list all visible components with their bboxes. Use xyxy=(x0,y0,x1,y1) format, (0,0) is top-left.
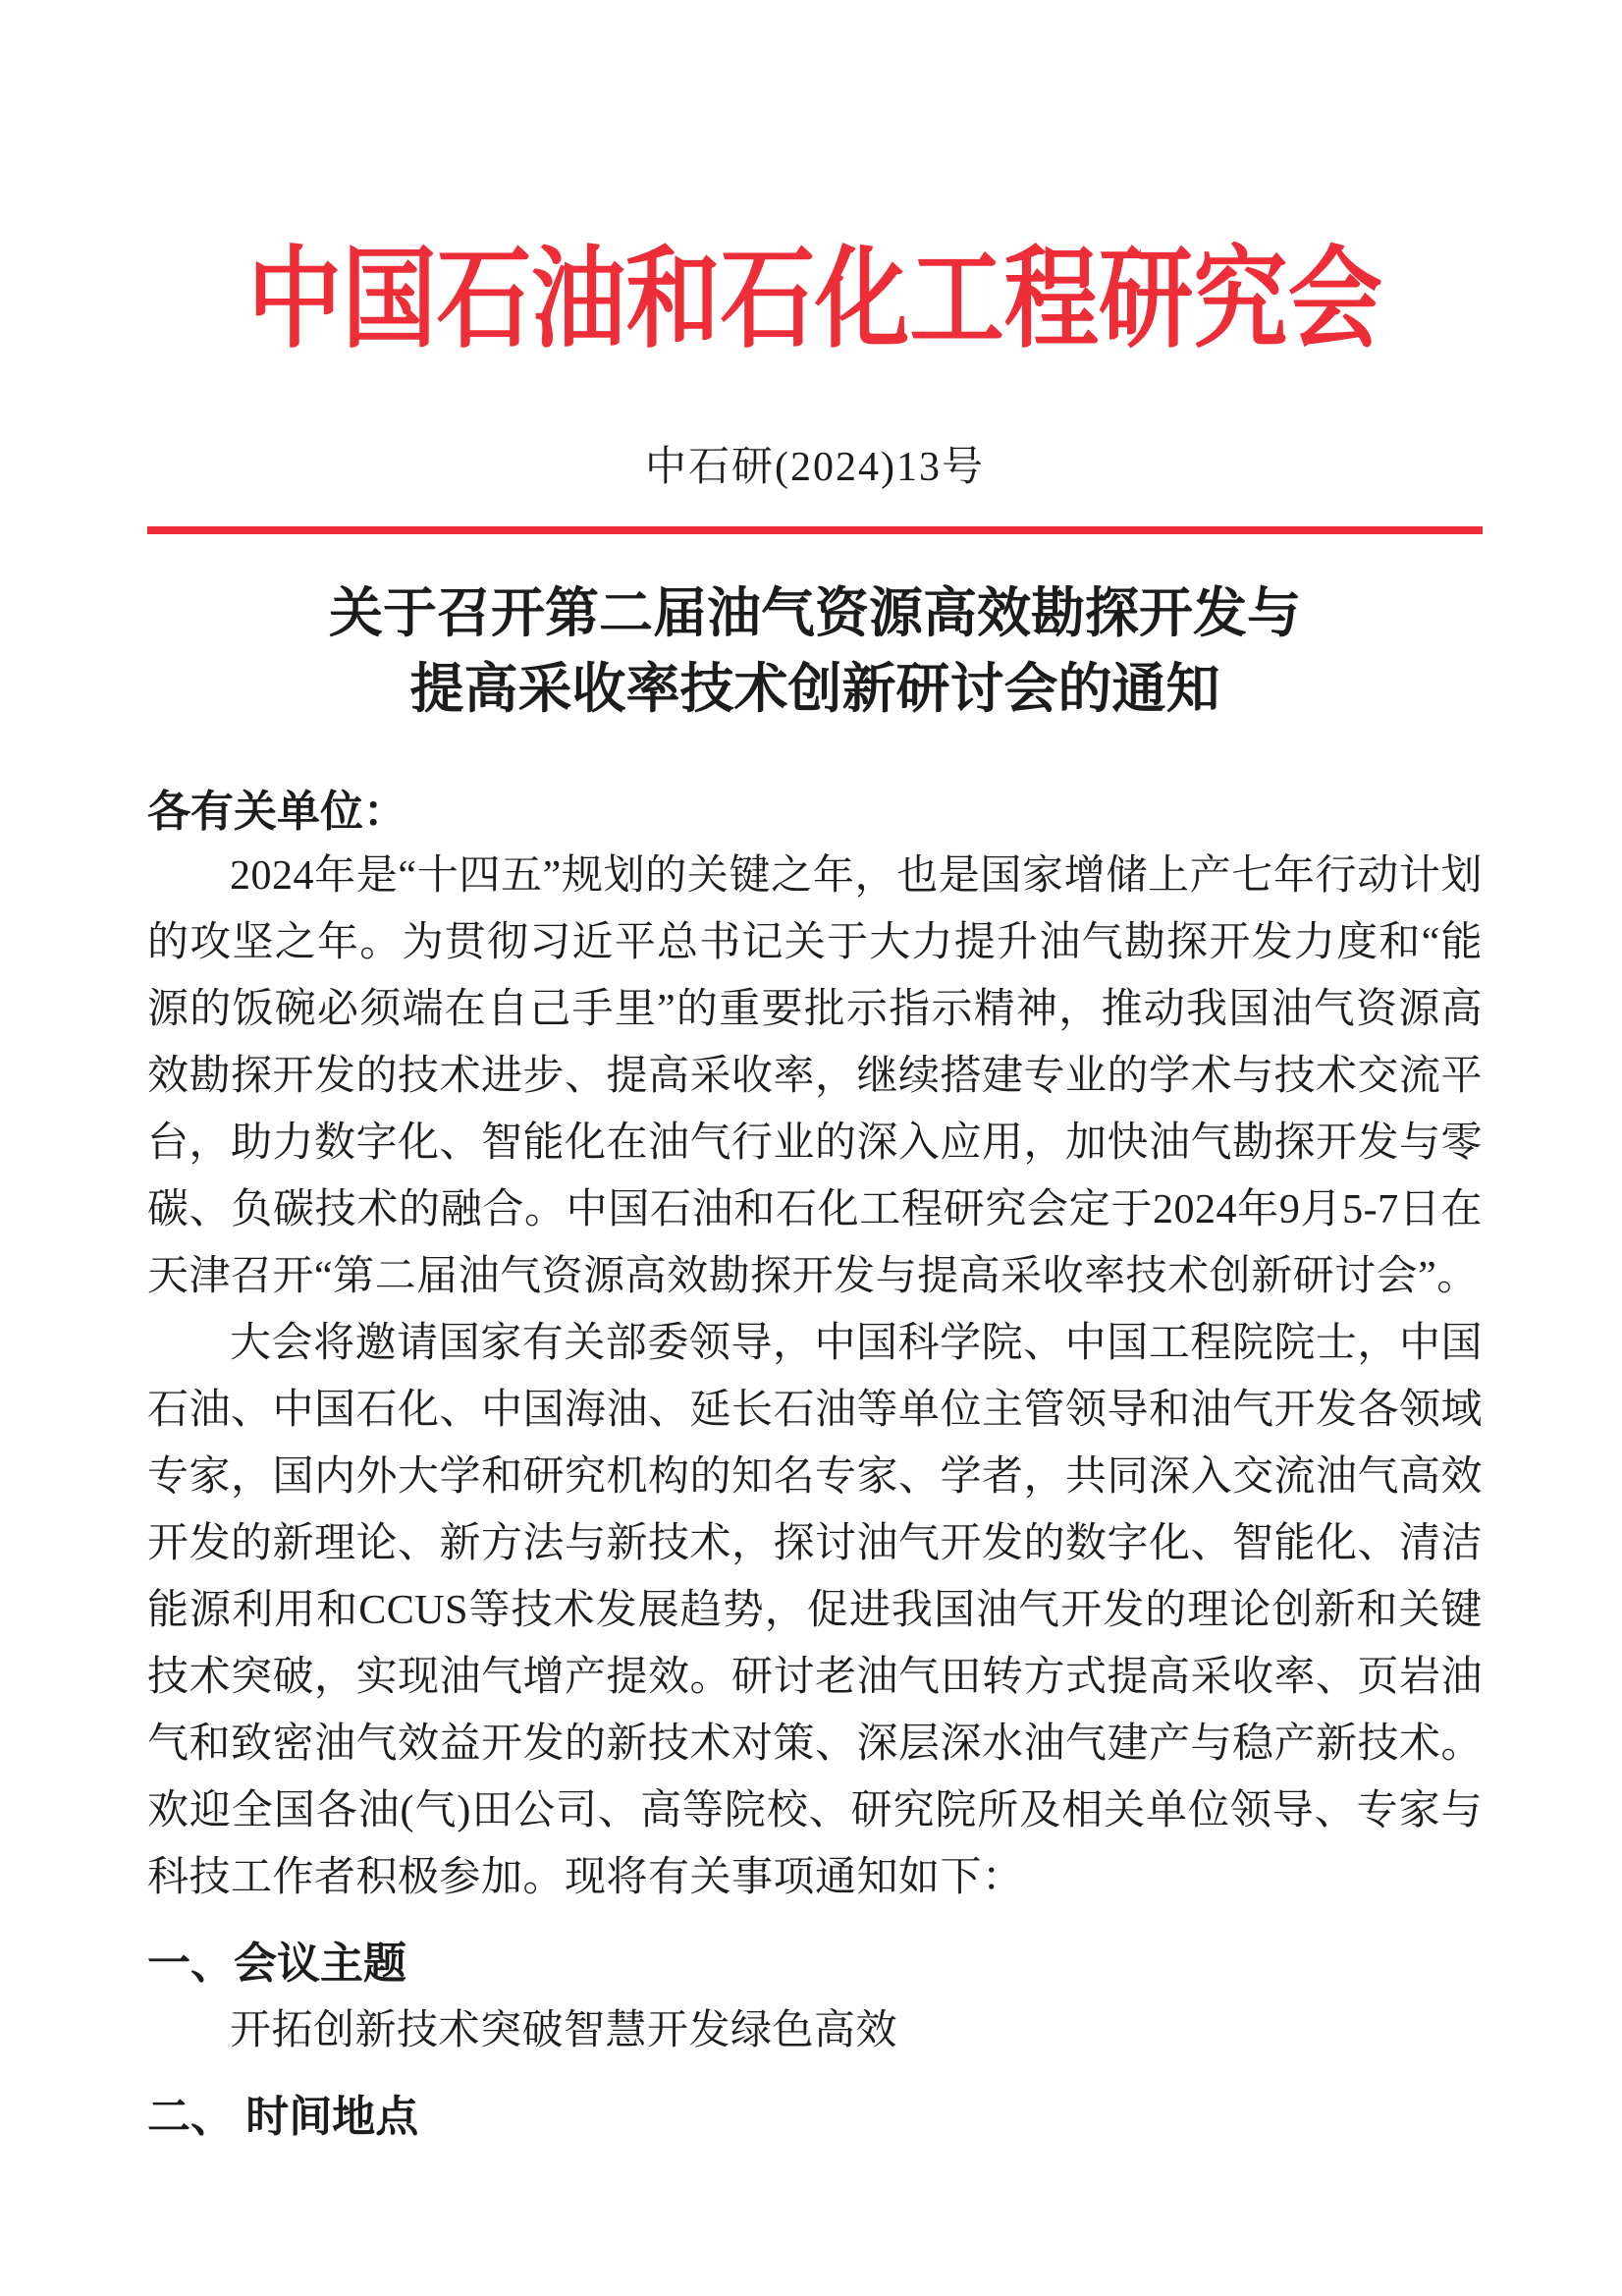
document-content xyxy=(0,232,1622,2151)
letterhead-org-name: 中国石油和石化工程研究会 xyxy=(247,240,1382,361)
section-heading-time-place: 二、 时间地点 xyxy=(147,2093,419,2141)
salutation: 各有关单位： xyxy=(147,788,406,836)
letterhead-red-divider xyxy=(147,526,1483,534)
section-heading-meeting-theme: 一、会议主题 xyxy=(147,1940,406,1988)
body-paragraph-1: 2024年是“十四五”规划的关键之年，也是国家增储上产七年行动计划的攻坚之年。为贯彻习近平总书记关于大力提升油气勘探开发力度和“能源的饭碗必须端在自己手里”的重要批示指示精神，推动我国油气资源高效勘探开发的技术进步、提高采收率，继续搭建专业的学术与技术交流平台，助力数字化、智能化在油气行业的深入应用，加快油气勘探开发与零碳、负碳技术的融合。中国石油和石化工程研究会定于2024年9月5-7日在天津召开“第二届油气资源高效勘探开发与提高采收率技术创新研讨会”。 xyxy=(147,853,1484,1299)
document-number: 中石研(2024)13号 xyxy=(645,445,985,490)
body-paragraph-2: 大会将邀请国家有关部委领导，中国科学院、中国工程院院士，中国石油、中国石化、中国海油、延长石油等单位主管领导和油气开发各领域专家，国内外大学和研究机构的知名专家、学者，共同深入交流油气高效开发的新理论、新方法与新技术，探讨油气开发的数字化、智能化、清洁能源利用和CCUS等技术发展趋势，促进我国油气开发的理论创新和关键技术突破，实现油气增产提效。研讨老油气田转方式提高采收率、页岩油气和致密油气效益开发的新技术对策、深层深水油气建产与稳产新技术。欢迎全国各油(气)田公司、高等院校、研究院所及相关单位领导、专家与科技工作者积极参加。现将有关事项通知如下： xyxy=(147,1321,1484,1900)
document-title-line1: 关于召开第二届油气资源高效勘探开发与 xyxy=(328,583,1301,643)
section-body-meeting-theme: 开拓创新技术突破智慧开发绿色高效 xyxy=(230,2008,898,2053)
document-title xyxy=(147,575,1483,727)
document-title-line2: 提高采收率技术创新研讨会的通知 xyxy=(409,659,1220,719)
